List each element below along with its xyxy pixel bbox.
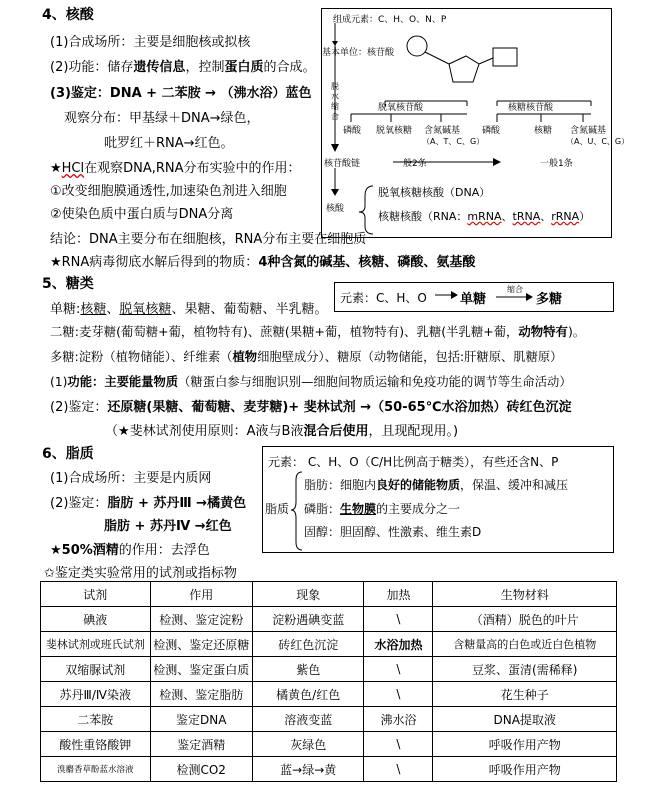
left-phosphate: 磷酸	[343, 126, 362, 136]
nucleotide-chain: 核苷酸链	[324, 159, 361, 169]
table-cell: \	[364, 757, 433, 782]
table-cell: 蓝→绿→黄	[252, 757, 364, 782]
rna-label: 核糖核酸（RNA：mRNA、tRNA、rRNA）	[378, 210, 591, 223]
table-cell: 二苯胺	[41, 707, 151, 732]
nucleic-acid-label: 核酸	[326, 204, 345, 214]
table-cell: 橘黄色/红色	[252, 682, 364, 707]
table-cell: 检测、鉴定脂肪	[150, 682, 252, 707]
table-cell: 淀粉遇碘变蓝	[252, 607, 364, 632]
alcohol-role: ★50%酒精的作用：去浮色	[50, 543, 210, 558]
left-deoxyribose: 脱氧核糖	[376, 126, 413, 136]
table-cell: 斐林试剂或班氏试剂	[41, 632, 151, 657]
chain-count-one: 一般1条	[540, 159, 573, 169]
ribonucleotide-label: 核糖核苷酸	[508, 103, 554, 113]
fat-line: 脂肪：细胞内良好的储能物质，保温、缓冲和减压	[304, 478, 569, 492]
condensation-label: 缩合	[507, 285, 523, 294]
table-cell: （酒精）脱色的叶片	[433, 607, 617, 632]
reagent-table	[40, 581, 617, 782]
table-header-row	[41, 582, 617, 607]
monosaccharide-line: 单糖:核糖、脱氧核糖、果糖、葡萄糖、半乳糖。	[50, 302, 328, 317]
nucleotide-structure-svg	[321, 8, 612, 238]
header-material: 生物材料	[433, 582, 617, 607]
table-cell: 紫色	[252, 657, 364, 682]
table-cell: DNA提取液	[433, 707, 617, 732]
table-cell: 水浴加热	[364, 632, 433, 657]
lipid-elements: 元素： C、H、O（C/H比例高于糖类），有些还含N、P	[268, 455, 559, 469]
section-6-heading: 6、脂质	[42, 446, 94, 462]
right-phosphate: 磷酸	[482, 126, 501, 136]
sugar-function: (1)功能：主要能量物质（糖蛋白参与细胞识别—细胞间物质运输和免疫功能的调节等生命活动）	[50, 375, 572, 389]
pentose-pentagon-icon	[449, 56, 479, 82]
table-cell: \	[364, 607, 433, 632]
table-cell: 溶液变蓝	[252, 707, 364, 732]
right-bases: （A、U、C、G）	[566, 137, 630, 146]
section-5-heading: 5、糖类	[42, 276, 94, 292]
table-row	[41, 632, 617, 657]
distribution-conclusion: 结论：DNA主要分布在细胞核，RNA分布主要在细胞质	[50, 232, 367, 247]
base-rectangle-icon	[493, 48, 517, 66]
arrow-icon	[433, 288, 459, 302]
sugar-identification: (2)鉴定：还原糖(果糖、葡萄糖、麦芽糖)+ 斐林试剂 →（50-65℃水浴加热）砖红色沉淀	[50, 400, 572, 415]
lipid-identification-2: 脂肪 + 苏丹Ⅳ →红色	[104, 519, 232, 534]
table-cell: 豆浆、蛋清(需稀释)	[433, 657, 617, 682]
observation-line-1: 观察分布：甲基绿＋DNA→绿色，	[64, 111, 260, 126]
table-cell: 花生种子	[433, 682, 617, 707]
table-cell: 检测CO2	[150, 757, 252, 782]
header-reagent: 试剂	[41, 582, 151, 607]
table-cell: 酸性重铬酸钾	[41, 732, 151, 757]
hcl-role-1: ①改变细胞膜通透性,加速染色剂进入细胞	[50, 184, 287, 199]
lipid-label: 脂质	[265, 502, 290, 516]
nucleic-identification: (3)鉴定：DNA + 二苯胺 → （沸水浴）蓝色	[50, 86, 312, 101]
table-cell: 溴麝香草酚蓝水溶液	[41, 757, 151, 782]
polysaccharide-line: 多糖:淀粉（植物储能）、纤维素（植物细胞壁成分）、糖原（动物储能，包括:肝糖原、肌糖原）	[50, 350, 563, 364]
table-cell: 苏丹Ⅲ/Ⅳ染液	[41, 682, 151, 707]
table-row	[41, 732, 617, 757]
left-nitrogen-base: 含氮碱基	[424, 126, 461, 136]
hcl-role-title: ★HCl在观察DNA,RNA分布实验中的作用：	[50, 161, 301, 176]
nucleic-function: (2)功能：储存遗传信息，控制蛋白质的合成。	[50, 60, 316, 75]
header-heating: 加热	[364, 582, 433, 607]
observation-line-2: 吡罗红＋RNA→红色。	[104, 136, 234, 151]
table-cell: 鉴定DNA	[150, 707, 252, 732]
section-4-heading: 4、核酸	[42, 7, 94, 23]
nucleic-synthesis-site: (1)合成场所：主要是细胞核或拟核	[50, 35, 251, 50]
table-cell: 沸水浴	[364, 707, 433, 732]
table-cell: \	[364, 657, 433, 682]
table-cell: 碘液	[41, 607, 151, 632]
sugar-elements: 元素：C、H、O	[340, 291, 427, 305]
dna-label: 脱氧核糖核酸（DNA）	[378, 186, 491, 199]
polysaccharide-box: 多糖	[536, 292, 563, 307]
diagram-elements: 组成元素：C、H、O、N、P	[333, 15, 447, 25]
condensation-arrow-icon	[494, 288, 534, 302]
lipid-identification: (2)鉴定：脂肪 + 苏丹Ⅲ →橘黄色	[50, 496, 247, 511]
table-cell: 砖红色沉淀	[252, 632, 364, 657]
table-row	[41, 607, 617, 632]
table-cell: \	[364, 732, 433, 757]
lipid-brace-icon	[290, 470, 304, 552]
header-function: 作用	[150, 582, 252, 607]
table-cell: 检测、鉴定蛋白质	[150, 657, 252, 682]
table-cell: 呼吸作用产物	[433, 757, 617, 782]
hcl-role-2: ②使染色质中蛋白质与DNA分离	[50, 207, 234, 222]
lipid-synthesis-site: (1)合成场所：主要是内质网	[50, 471, 212, 486]
sterol-line: 固醇：胆固醇、性激素、维生素D	[304, 525, 482, 539]
right-nitrogen-base: 含氮碱基	[570, 126, 607, 136]
table-row	[41, 682, 617, 707]
diagram-basic-unit: 基本单位：核苷酸	[322, 48, 395, 58]
phosphate-circle-icon	[407, 36, 427, 56]
phospholipid-line: 磷脂：生物膜的主要成分之一	[304, 502, 461, 516]
table-cell: 呼吸作用产物	[433, 732, 617, 757]
table-cell: \	[364, 682, 433, 707]
table-cell: 含糖量高的白色或近白色植物	[433, 632, 617, 657]
table-cell: 灰绿色	[252, 732, 364, 757]
deoxynucleotide-label: 脱氧核苷酸	[378, 103, 424, 113]
rna-virus-hydrolysis: ★RNA病毒彻底水解后得到的物质：4种含氮的碱基、核糖、磷酸、氨基酸	[50, 255, 476, 270]
table-row	[41, 757, 617, 782]
right-ribose: 核糖	[534, 126, 553, 136]
reagent-table-title: ✩鉴定类实验常用的试剂或指标物	[44, 566, 237, 581]
table-cell: 检测、鉴定淀粉	[150, 607, 252, 632]
fehling-note: （★斐林试剂使用原则：A液与B液混合后使用，且现配现用。)	[105, 424, 459, 439]
table-cell: 鉴定酒精	[150, 732, 252, 757]
left-bases: （A、T、C、G）	[422, 137, 485, 146]
chain-count-two: 一般2条	[394, 159, 427, 169]
disaccharide-line: 二糖:麦芽糖(葡萄糖+葡，植物特有)、蔗糖(果糖+葡，植物特有)、乳糖(半乳糖+葡，动物特有)。	[50, 324, 586, 339]
table-cell: 双缩脲试剂	[41, 657, 151, 682]
monosaccharide-box: 单糖	[460, 292, 487, 307]
table-cell: 检测、鉴定还原糖	[150, 632, 252, 657]
table-row	[41, 707, 617, 732]
table-row	[41, 657, 617, 682]
header-phenomenon: 现象	[252, 582, 364, 607]
dehydration-condensation: 脱 水 缩 合	[331, 82, 339, 121]
